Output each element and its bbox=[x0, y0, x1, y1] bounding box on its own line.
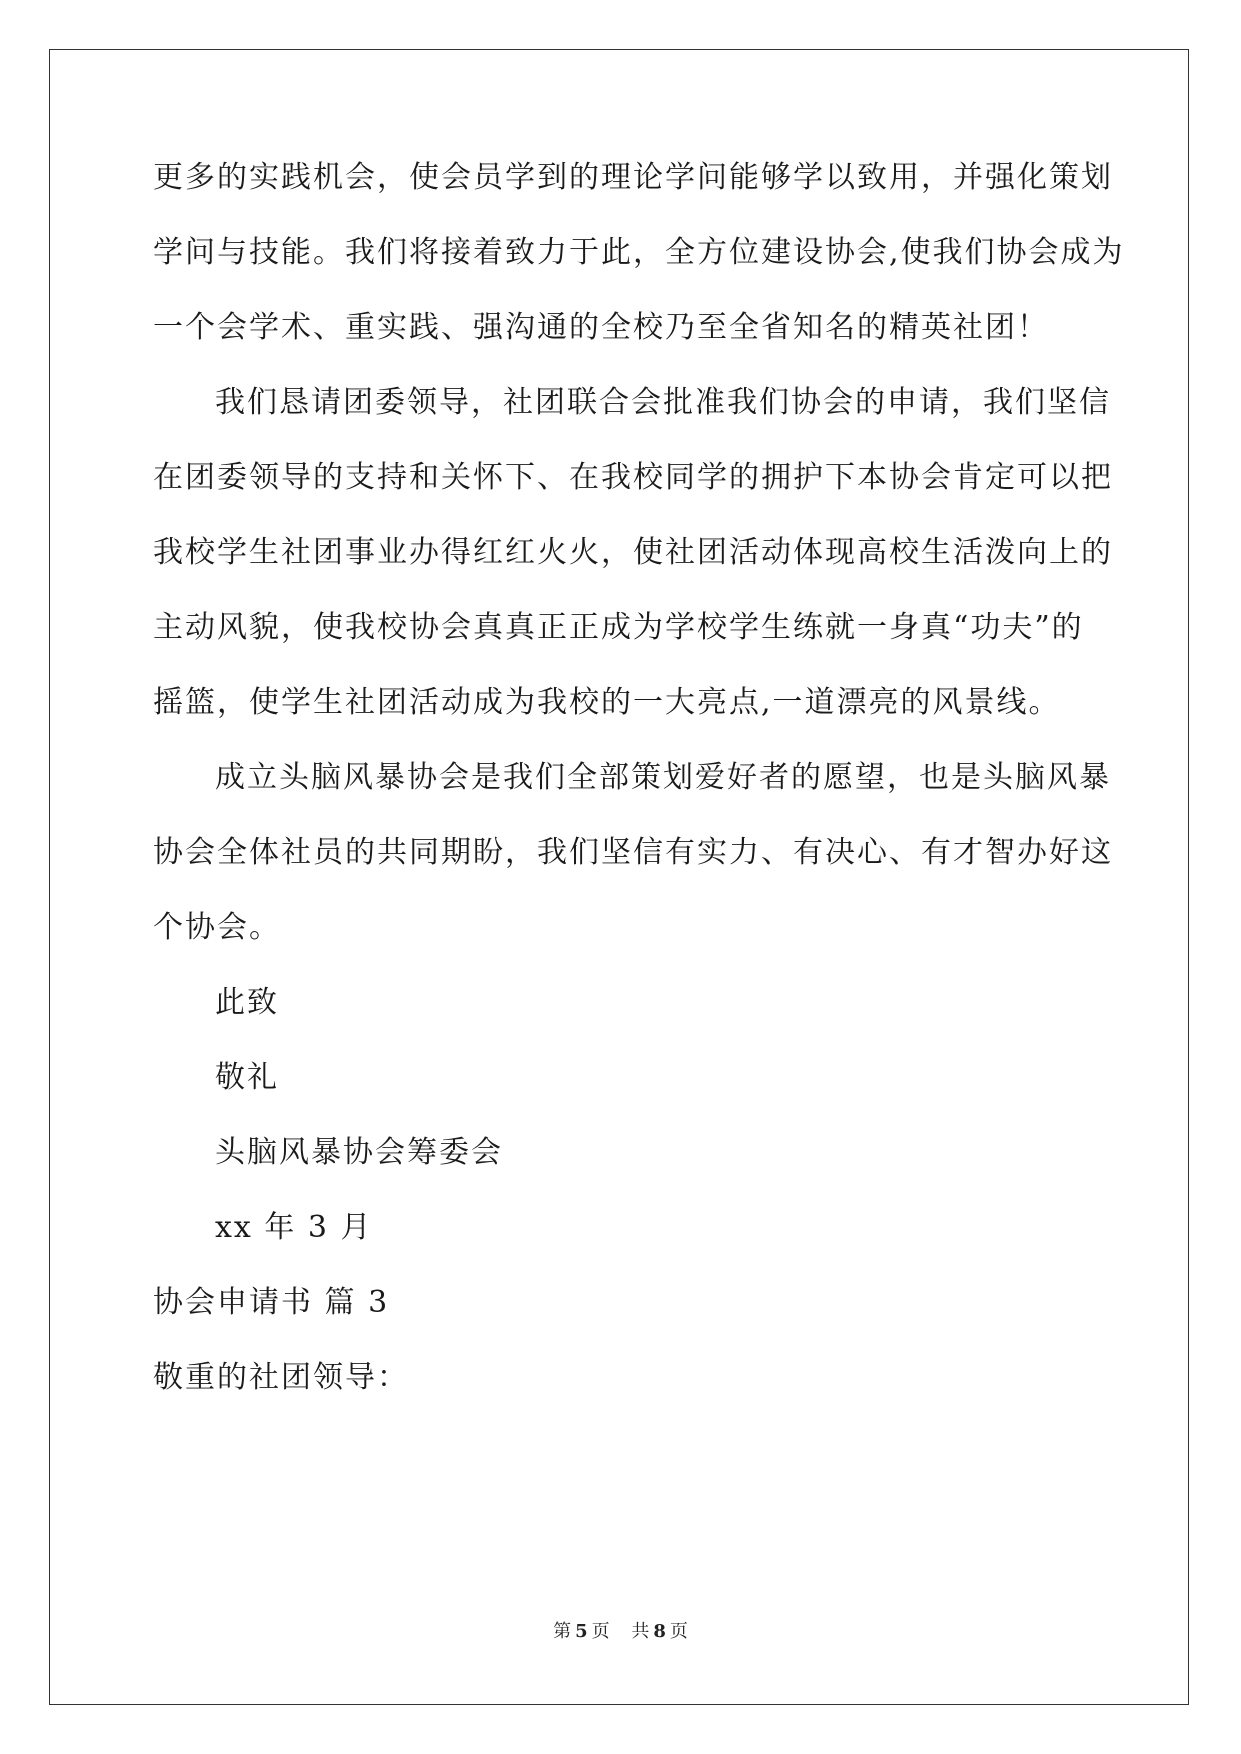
text-line: 一个会学术、重实践、强沟通的全校乃至全省知名的精英社团！ bbox=[153, 310, 1049, 345]
page-total-number: 8 bbox=[653, 1621, 666, 1642]
text-line: 我校学生社团事业办得红红火火，使社团活动体现高校生活泼向上的 bbox=[153, 535, 1113, 570]
closing-salutation: 此致 bbox=[215, 985, 279, 1020]
text-line: 学问与技能。我们将接着致力于此，全方位建设协会,使我们协会成为 bbox=[153, 235, 1125, 270]
page-border bbox=[49, 49, 1189, 1705]
page-footer bbox=[0, 1617, 1241, 1643]
page-total bbox=[627, 1621, 692, 1642]
text-line: 摇篮，使学生社团活动成为我校的一大亮点,一道漂亮的风景线。 bbox=[153, 685, 1061, 720]
text-line: 更多的实践机会，使会员学到的理论学问能够学以致用，并强化策划 bbox=[153, 160, 1113, 195]
total-prefix: 共 bbox=[631, 1621, 650, 1642]
signature-date: xx 年 3 月 bbox=[215, 1210, 373, 1245]
text-line: 主动风貌，使我校协会真真正正成为学校学生练就一身真“功夫”的 bbox=[153, 610, 1084, 645]
page-number bbox=[549, 1621, 614, 1642]
page-prefix: 第 bbox=[553, 1621, 572, 1642]
text-line: 协会全体社员的共同期盼，我们坚信有实力、有决心、有才智办好这 bbox=[153, 835, 1113, 870]
closing-regards: 敬礼 bbox=[215, 1060, 279, 1095]
signature-org: 头脑风暴协会筹委会 bbox=[215, 1135, 503, 1170]
total-suffix: 页 bbox=[669, 1621, 688, 1642]
greeting: 敬重的社团领导： bbox=[153, 1360, 409, 1395]
page-suffix: 页 bbox=[591, 1621, 610, 1642]
text-line: 个协会。 bbox=[153, 910, 281, 945]
text-line: 我们恳请团委领导，社团联合会批准我们协会的申请，我们坚信 bbox=[215, 385, 1111, 420]
text-line: 成立头脑风暴协会是我们全部策划爱好者的愿望，也是头脑风暴 bbox=[215, 760, 1111, 795]
page-current: 5 bbox=[575, 1621, 588, 1642]
text-line: 在团委领导的支持和关怀下、在我校同学的拥护下本协会肯定可以把 bbox=[153, 460, 1113, 495]
section-heading: 协会申请书 篇 3 bbox=[153, 1285, 390, 1320]
